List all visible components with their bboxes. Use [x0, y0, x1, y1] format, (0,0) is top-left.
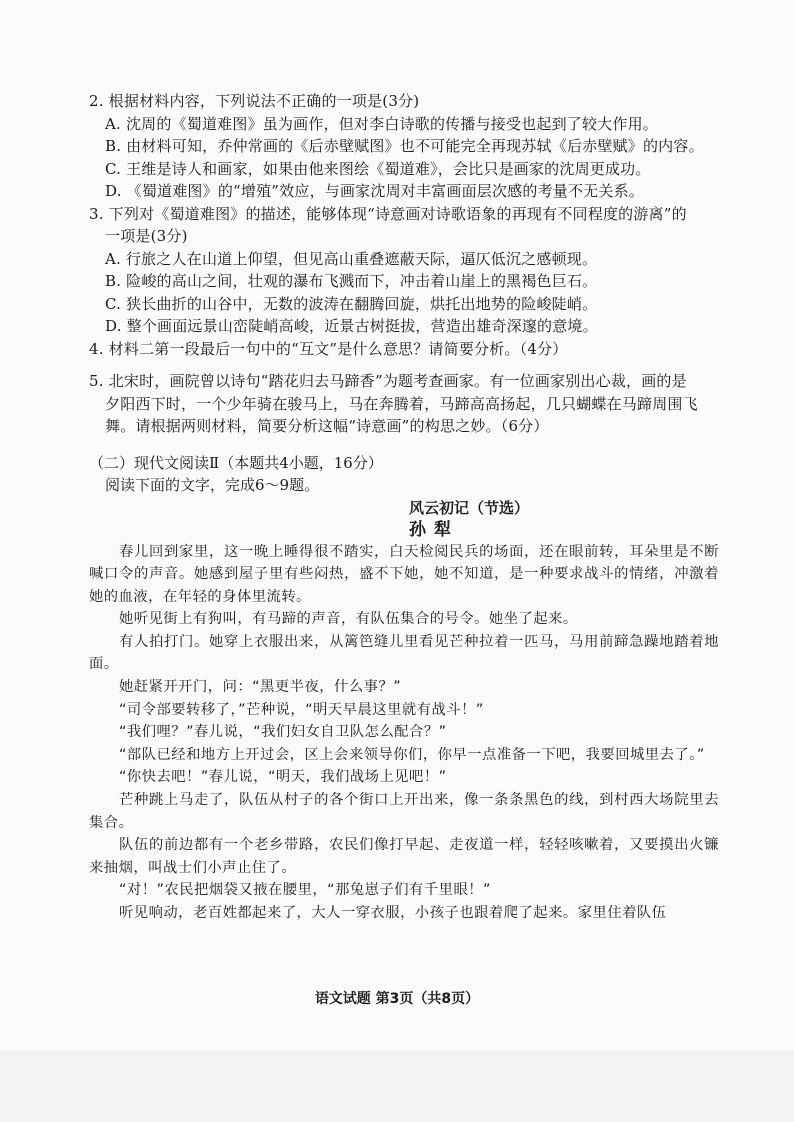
question-5-line3: 舞。请根据两则材料，简要分析这幅“诗意画”的构思之妙。（6分）	[105, 417, 549, 435]
section-instruction: 阅读下面的文字，完成6～9题。	[105, 476, 320, 494]
question-5-line2: 夕阳西下时，一个少年骑在骏马上，马在奔腾着，马蹄高高扬起，几只蝴蝶在马蹄周围飞	[105, 394, 698, 413]
spacer	[89, 360, 719, 370]
question-3-stem-line2: 一项是(3分)	[105, 227, 188, 245]
question-5-line1: 5. 北宋时，画院曾以诗句“踏花归去马蹄香”为题考查画家。有一位画家别出心裁，画的是	[89, 372, 687, 390]
question-2-option-d: D. 《蜀道难图》的“增殖”效应，与画家沈周对丰富画面层次感的考量不无关系。	[105, 182, 644, 200]
story-paragraph: “司令部要转移了，”芒种说，“明天早晨这里就有战斗！”	[119, 701, 484, 718]
question-2-option-c: C. 王维是诗人和画家，如果由他来图绘《蜀道难》，会比只是画家的沈周更成功。	[105, 159, 651, 178]
story-paragraph: 听见响动，老百姓都起来了，大人一穿衣服，小孩子也跟着爬了起来。家里住着队伍	[119, 905, 667, 921]
page-footer: 语文试题 第3页（共8页）	[314, 991, 480, 1007]
question-3-stem-line1: 3. 下列对《蜀道难图》的描述，能够体现“诗意画对诗歌语象的再现有不同程度的游离”的	[89, 204, 687, 223]
story-paragraph: 有人拍打门。她穿上衣服出来，从篱笆缝儿里看见芒种拉着一匹马，马用前蹄急躁地踏着地面。	[89, 633, 719, 673]
question-2-option-b: B. 由材料可知，乔仲常画的《后赤壁赋图》也不可能完全再现苏轼《后赤壁赋》的内容。	[105, 137, 704, 155]
story-paragraph: “你快去吧！”春儿说，“明天，我们战场上见吧！”	[119, 769, 447, 786]
question-2	[89, 90, 719, 203]
question-3-option-c: C. 狭长曲折的山谷中，无数的波涛在翻腾回旋，烘托出地势的险峻陡峭。	[105, 294, 598, 313]
story-author: 孙犁	[409, 519, 459, 540]
page-content	[89, 90, 719, 925]
question-3	[89, 203, 719, 338]
story-title: 风云初记（节选）	[408, 498, 529, 517]
story-paragraph: 春儿回到家里，这一晚上睡得很不踏实，白天检阅民兵的场面，还在眼前转，耳朵里是不断喊口令的声音。她感到屋子里有些闷热，盛不下她，她不知道，是一种要求战斗的情绪，冲激着她的血液，在年轻的身体里流转。	[89, 543, 719, 605]
question-3-option-d: D. 整个画面远景山峦陡峭高峻，近景古树挺拔，营造出雄奇深邃的意境。	[105, 317, 598, 335]
story-paragraph: “部队已经和地方上开过会，区上会来领导你们，你早一点准备一下吧，我要回城里去了。”	[119, 746, 705, 763]
section-heading: （二）现代文阅读Ⅱ（本题共4小题，16分）	[89, 453, 383, 472]
story-paragraph: “对！”农民把烟袋又掖在腰里，“那兔崽子们有千里眼！”	[119, 882, 491, 899]
question-2-stem: 2. 根据材料内容，下列说法不正确的一项是(3分)	[89, 92, 420, 110]
story-paragraph: “我们哩？”春儿说，“我们妇女自卫队怎么配合？”	[119, 724, 447, 741]
question-2-option-a: A. 沈周的《蜀道难图》虽为画作，但对李白诗歌的传播与接受也起到了较大作用。	[105, 114, 658, 133]
question-3-option-b: B. 险峻的高山之间，壮观的瀑布飞溅而下，冲击着山崖上的黑褐色巨石。	[105, 272, 598, 290]
story-text	[89, 541, 719, 925]
question-4-stem: 4. 材料二第一段最后一句中的“互文”是什么意思？请简要分析。（4分）	[89, 339, 568, 358]
story-paragraph: 她听见街上有狗叫，有马蹄的声音，有队伍集合的号令。她坐了起来。	[119, 611, 578, 628]
story-paragraph: 她赶紧开开门，问：“黑更半夜，什么事？”	[119, 679, 402, 696]
story-paragraph: 队伍的前边都有一个老乡带路，农民们像打早起、走夜道一样，轻轻咳嗽着，又要摸出火镰来抽烟，叫战士们小声止住了。	[89, 837, 719, 876]
story-paragraph: 芒种跳上马走了，队伍从村子的各个街口上开出来，像一条条黑色的线，到村西大场院里去集合。	[89, 792, 719, 831]
question-5	[89, 370, 719, 438]
question-3-option-a: A. 行旅之人在山道上仰望，但见高山重叠遮蔽天际，逼仄低沉之感顿现。	[105, 249, 598, 268]
spacer	[89, 438, 719, 452]
